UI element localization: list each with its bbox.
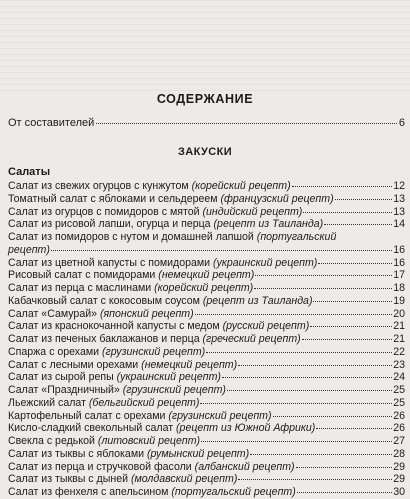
toc-entry[interactable] xyxy=(8,435,405,448)
toc-entry[interactable] xyxy=(8,218,405,231)
toc-entry-page: 13 xyxy=(393,205,405,218)
toc-entry-text: Салат из цветной капусты с помидорами xyxy=(8,256,214,269)
toc-entry-text: Кисло-сладкий свекольный салат xyxy=(8,422,177,435)
toc-entry-origin: (рецепт из Южной Африки) xyxy=(176,422,316,435)
toc-entry-origin: (рецепт из Таиланда) xyxy=(202,294,313,307)
dot-leader xyxy=(227,390,392,391)
toc-entry-origin: (рецепт из Таиланда) xyxy=(213,218,324,231)
toc-entry-title xyxy=(8,320,309,333)
toc-entry-page: 23 xyxy=(393,358,405,371)
toc-entry[interactable] xyxy=(8,410,405,423)
toc-entry-text: Салат из огурцов с помидоров с мятой xyxy=(8,205,203,218)
dot-leader xyxy=(238,479,392,480)
toc-entry-title xyxy=(8,410,272,423)
toc-entry[interactable] xyxy=(8,333,405,346)
toc-entry-title xyxy=(8,180,291,193)
dot-leader xyxy=(195,314,393,315)
dot-leader xyxy=(302,339,393,340)
toc-entry-title xyxy=(8,193,334,206)
dot-leader xyxy=(297,492,392,493)
toc-entry-page: 13 xyxy=(393,192,405,205)
toc-entry-page: 24 xyxy=(393,371,405,384)
toc-entry-text: Салат из сырой репы xyxy=(8,371,117,384)
toc-entry-origin: (украинский рецепт) xyxy=(116,371,221,384)
toc-entry-page: 26 xyxy=(393,409,405,422)
toc-entry[interactable] xyxy=(8,384,405,397)
toc-entry-origin: (греческий рецепт) xyxy=(202,333,301,345)
toc-entry-title xyxy=(8,435,200,448)
toc-entry-title xyxy=(8,308,194,321)
toc-entry[interactable] xyxy=(8,206,405,219)
toc-entry[interactable] xyxy=(8,295,405,308)
toc-entry-title xyxy=(8,282,253,295)
toc-entry-page: 27 xyxy=(393,435,405,447)
toc-entry[interactable] xyxy=(8,461,405,474)
dot-leader xyxy=(254,288,392,289)
toc-entry-text: Салат «Праздничный» xyxy=(8,384,123,396)
toc-entry-origin: (корейский рецепт) xyxy=(191,180,291,192)
subsection-heading: Салаты xyxy=(8,166,51,178)
toc-entry-page: 19 xyxy=(393,294,405,307)
toc-entry-page: 25 xyxy=(393,384,405,396)
toc-entry-origin: (грузинский рецепт) xyxy=(122,384,226,396)
toc-entry-title xyxy=(8,206,302,219)
toc-entry-text: Салат из печеных баклажанов и перца xyxy=(8,333,203,345)
dot-leader xyxy=(96,123,397,124)
dot-leader xyxy=(206,352,392,353)
toc-entry[interactable] xyxy=(8,397,405,410)
toc-entry-page: 16 xyxy=(393,256,405,269)
dot-leader xyxy=(200,403,392,404)
toc-entry-origin: (русский рецепт) xyxy=(222,320,310,333)
toc-entry-title xyxy=(8,295,312,308)
toc-entry[interactable] xyxy=(8,282,405,295)
toc-entry-page: 21 xyxy=(393,333,405,345)
toc-entry-origin: (японский рецепт) xyxy=(99,307,194,320)
dot-leader xyxy=(316,428,392,429)
toc-entry-origin: (французский рецепт) xyxy=(220,192,334,205)
toc-entry-origin: (португальский рецепт) xyxy=(171,486,296,498)
dot-leader xyxy=(250,454,392,455)
dot-leader xyxy=(51,250,392,251)
dot-leader xyxy=(273,416,393,417)
toc-entry-page: 14 xyxy=(393,218,405,231)
toc-entry-page: 6 xyxy=(398,117,405,129)
dot-leader xyxy=(303,212,392,213)
toc-entry-text: Салат с лесными орехами xyxy=(8,358,142,371)
toc-entry[interactable] xyxy=(8,269,405,282)
dot-leader xyxy=(201,441,392,442)
toc-entry-title xyxy=(8,257,317,270)
dot-leader xyxy=(255,275,392,276)
toc-entry-page: 21 xyxy=(393,320,405,333)
toc-entry-origin: (молдавский рецепт) xyxy=(130,473,238,486)
toc-entry-origin: (литовский рецепт) xyxy=(97,435,201,447)
toc-entry-origin: (немецкий рецепт) xyxy=(141,358,238,371)
toc-entry[interactable] xyxy=(8,359,405,372)
toc-entry-page: 18 xyxy=(393,282,405,294)
toc-entry-title xyxy=(8,371,221,384)
toc-entry-title xyxy=(8,461,295,474)
toc-entry-text: Салат из фенхеля с апельсином xyxy=(8,486,172,498)
toc-entry[interactable] xyxy=(8,180,405,193)
toc-entry-page: 20 xyxy=(393,307,405,320)
dot-leader xyxy=(310,326,392,327)
toc-entry-text: Салат из тыквы с дыней xyxy=(8,473,131,486)
toc-entry-text: Кабачковый салат с кокосовым соусом xyxy=(8,294,203,307)
toc-entry-title xyxy=(8,218,323,231)
dot-leader xyxy=(296,467,393,468)
toc-entry-text: Салат из тыквы с яблоками xyxy=(8,447,147,460)
toc-list xyxy=(8,180,405,499)
toc-entry[interactable] xyxy=(8,473,405,486)
toc-entry-page: 30 xyxy=(393,486,405,498)
toc-entry-text: Салат из рисовой лапши, огурца и перца xyxy=(8,218,214,231)
toc-entry-origin: (албанский рецепт) xyxy=(194,460,295,473)
toc-entry[interactable] xyxy=(8,346,405,359)
toc-entry-origin: (украинский рецепт) xyxy=(213,256,318,269)
toc-entry-text: Свекла с редькой xyxy=(8,435,98,447)
toc-entry-origin: (немецкий рецепт) xyxy=(158,269,255,282)
toc-entry-page: 25 xyxy=(393,396,405,409)
toc-entry[interactable] xyxy=(8,244,405,257)
toc-entry-title xyxy=(8,231,336,244)
dot-leader xyxy=(318,263,392,264)
toc-entry-origin: (корейский рецепт) xyxy=(154,282,254,294)
toc-entry[interactable] xyxy=(8,422,405,435)
toc-entry[interactable] xyxy=(8,320,405,333)
toc-entry-title xyxy=(8,359,237,372)
toc-entry-title xyxy=(8,448,249,461)
toc-entry-label: От составителей xyxy=(8,117,95,129)
toc-entry[interactable] xyxy=(8,193,405,206)
toc-entry-page: 28 xyxy=(393,447,405,460)
toc-entry-origin: (румынский рецепт) xyxy=(146,447,250,460)
toc-entry-title xyxy=(8,473,237,486)
toc-entry-title xyxy=(8,422,315,435)
toc-entry-origin: (грузинский рецепт) xyxy=(102,345,206,358)
toc-entry-text: Салат из помидоров с нутом и домашней лапшой xyxy=(8,231,257,243)
toc-entry-title xyxy=(8,333,301,346)
toc-entry[interactable] xyxy=(8,308,405,321)
toc-entry-text: Салат из краснокочанной капусты с медом xyxy=(8,320,223,333)
toc-entry-page: 26 xyxy=(393,422,405,435)
toc-entry-text: Салат из свежих огурцов с кунжутом xyxy=(8,180,192,192)
dot-leader xyxy=(222,377,392,378)
toc-entry-text: Льежский салат xyxy=(8,396,89,409)
toc-entry-origin: (грузинский рецепт) xyxy=(168,409,272,422)
toc-entry-text: Рисовый салат с помидорами xyxy=(8,269,159,282)
dot-leader xyxy=(313,301,392,302)
toc-entry-origin: рецепт) xyxy=(8,243,50,256)
toc-entry-title xyxy=(8,397,199,410)
dot-leader xyxy=(292,186,393,187)
toc-entry[interactable] xyxy=(8,257,405,270)
toc-entry-text: Томатный салат с яблоками и сельдереем xyxy=(8,192,221,205)
toc-entry-intro[interactable] xyxy=(8,117,405,129)
section-heading: ЗАКУСКИ xyxy=(177,146,233,158)
toc-entry-title xyxy=(8,384,226,397)
toc-entry-title xyxy=(8,244,50,257)
dot-leader xyxy=(238,365,392,366)
toc-entry-page: 17 xyxy=(393,269,405,282)
toc-entry-text: Спаржа с орехами xyxy=(8,345,102,358)
toc-entry-title xyxy=(8,346,205,359)
toc-entry-origin: (индийский рецепт) xyxy=(202,205,303,218)
dot-leader xyxy=(335,199,393,200)
toc-entry[interactable] xyxy=(8,448,405,461)
toc-entry-text: Салат из перца и стручковой фасоли xyxy=(8,460,195,473)
toc-entry[interactable] xyxy=(8,371,405,384)
previous-page-bleed-through xyxy=(0,0,410,92)
toc-entry-origin: (бельгийский рецепт) xyxy=(88,396,200,409)
toc-entry-page: 16 xyxy=(393,243,405,256)
toc-entry[interactable] xyxy=(8,231,405,244)
toc-entry-page: 22 xyxy=(393,345,405,358)
toc-entry-text: Салат «Самурай» xyxy=(8,307,100,320)
dot-leader xyxy=(324,224,392,225)
toc-entry-page: 12 xyxy=(393,180,405,192)
toc-entry-text: Картофельный салат с орехами xyxy=(8,409,169,422)
toc-entry-page: 29 xyxy=(393,473,405,486)
toc-entry-title xyxy=(8,269,254,282)
page-title: СОДЕРЖАНИЕ xyxy=(156,92,254,106)
toc-entry-page: 29 xyxy=(393,460,405,473)
toc-entry-origin: (португальский xyxy=(256,231,337,243)
toc-entry-text: Салат из перца с маслинами xyxy=(8,282,155,294)
